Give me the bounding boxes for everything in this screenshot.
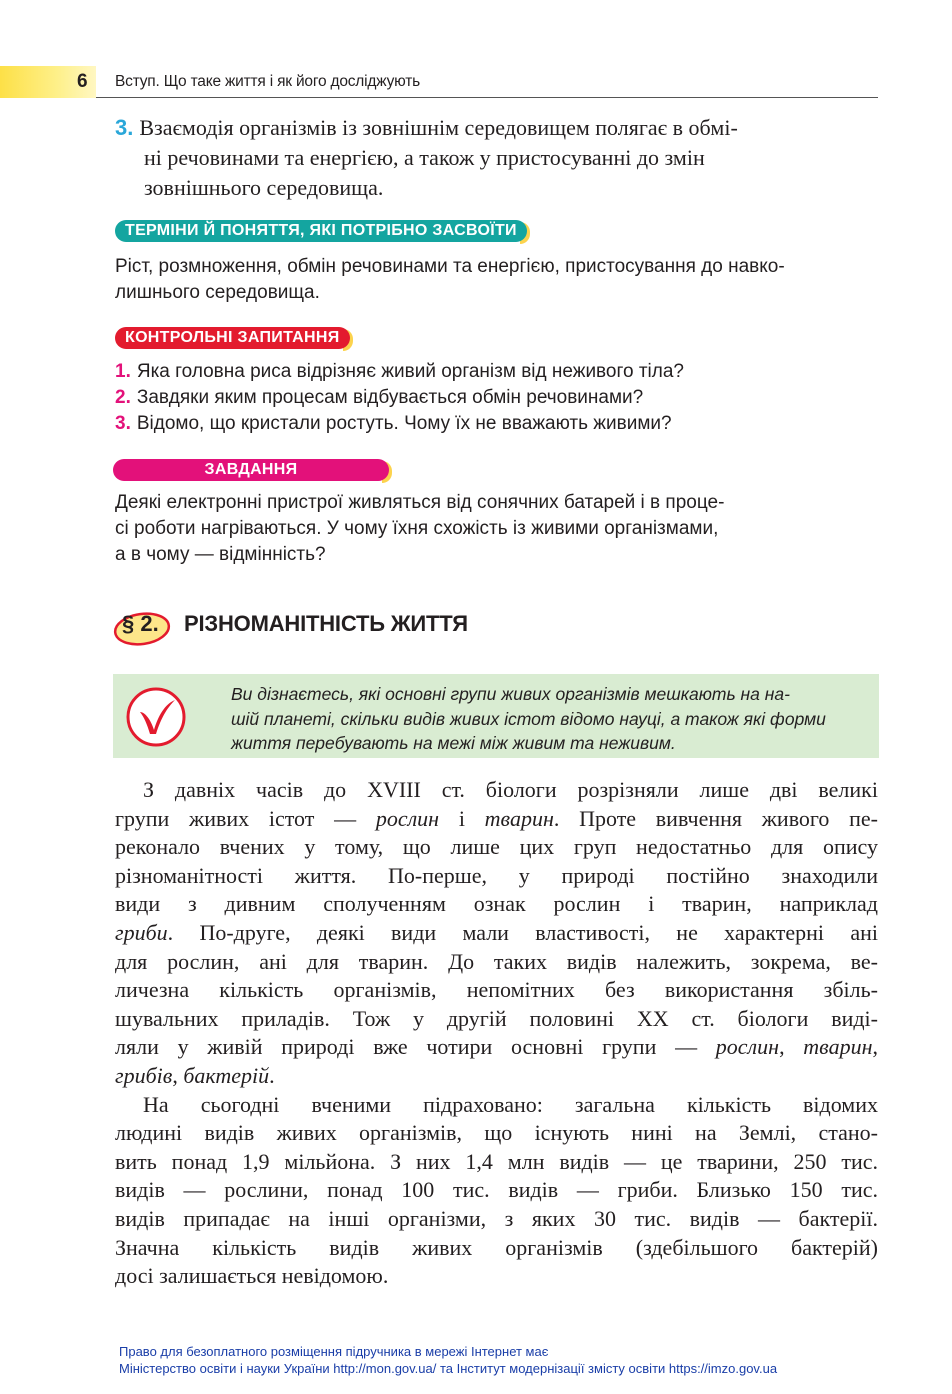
section-number: § 2. (122, 611, 159, 636)
main-line: видів припадає на інші організми, з яких 30 тис. видів — бактерії. (115, 1205, 878, 1231)
questions-heading-badge: КОНТРОЛЬНІ ЗАПИТАННЯ (115, 327, 350, 349)
questions-list (115, 359, 878, 437)
main-line: вить понад 1,9 мільйона. З них 1,4 млн видів — це тварини, 250 тис. (115, 1148, 878, 1174)
task-line: а в чому — відмінність? (115, 544, 326, 565)
footer-line: Міністерство освіти і науки України http://mon.gov.ua/ та Інститут модернізації змісту освіти https://imzo.gov.ua (119, 1361, 778, 1376)
point-3-line: Взаємодія організмів із зовнішнім середовищем полягає в обмі- (139, 115, 738, 140)
main-line: для рослин, ані для тварин. До таких видів належить, зокрема, ве- (115, 948, 878, 974)
intro-line: шій планеті, скільки видів живих істот відомо науці, а також які форми (231, 708, 826, 729)
intro-line: Ви дізнаєтесь, які основні групи живих організмів мешкають на на- (231, 684, 790, 704)
task-line: сі роботи нагріваються. У чому їхня схожість із живими організмами, (115, 518, 719, 539)
main-line: Значна кількість видів живих організмів (здебільшого бактерій) (115, 1234, 878, 1260)
question-item (115, 385, 878, 411)
main-line: личезна кількість організмів, непомітних без використання збіль- (115, 977, 878, 1003)
point-3-line: ні речовинами та енергією, а також у пристосуванні до змін (144, 145, 705, 170)
intro-line: життя перебувають на межі між живим та неживим. (231, 733, 676, 753)
section-title: РІЗНОМАНІТНІСТЬ ЖИТТЯ (184, 611, 468, 636)
main-line: людині видів живих організмів, що існують нині на Землі, стано- (115, 1120, 878, 1146)
question-item (115, 359, 878, 385)
task-line: Деякі електронні пристрої живляться від сонячних батарей і в проце- (115, 492, 725, 513)
main-line: грибів, бактерій. (115, 1062, 275, 1088)
terms-line: лишнього середовища. (115, 282, 320, 303)
main-line: гриби. По-друге, деякі види мали властивості, не характерні ані (115, 919, 878, 945)
main-line: З давніх часів до XVIII ст. біологи розрізняли лише дві великі (143, 777, 878, 802)
main-text (115, 776, 878, 1291)
footer-line: Право для безоплатного розміщення підручника в мережі Інтернет має (119, 1344, 549, 1359)
main-line: На сьогодні вченими підраховано: загальна кількість відомих (143, 1091, 878, 1117)
checkmark-circle-icon (125, 686, 187, 748)
question-number: 1. (115, 361, 131, 382)
terms-heading-badge: ТЕРМІНИ Й ПОНЯТТЯ, ЯКІ ПОТРІБНО ЗАСВОЇТИ (115, 220, 527, 242)
main-line: різноманітності життя. По-перше, у природі постійно знаходили (115, 862, 878, 888)
main-line: реконало вчених у тому, що лише цих груп недостатньо для опису (115, 834, 878, 860)
terms-text (115, 254, 878, 306)
question-item (115, 411, 878, 437)
main-line: види з дивним сполученням ознак рослин і тварин, наприклад (115, 891, 878, 917)
task-text (115, 490, 878, 568)
question-text: Завдяки яким процесам відбувається обмін речовинами? (136, 387, 644, 408)
point-3-number: 3. (115, 115, 134, 140)
page-number: 6 (77, 71, 88, 92)
main-line: шувальних приладів. Тож у другій половині XX ст. біологи виді- (115, 1005, 878, 1031)
main-line: видів — рослини, понад 100 тис. видів — гриби. Близько 150 тис. (115, 1177, 878, 1203)
intro-text (231, 682, 859, 756)
header-divider (96, 97, 878, 98)
point-3-line: зовнішнього середовища. (144, 175, 384, 200)
footer-notice (119, 1343, 777, 1377)
terms-line: Ріст, розмноження, обмін речовинами та енергією, пристосування до навко- (115, 256, 785, 277)
running-title: Вступ. Що таке життя і як його досліджують (115, 73, 420, 90)
main-line: досі залишається невідомою. (115, 1263, 389, 1289)
question-number: 3. (115, 413, 131, 434)
task-heading-badge: ЗАВДАННЯ (113, 459, 389, 481)
main-line: ляли у живій природі вже чотири основні групи — рослин, тварин, (115, 1034, 878, 1060)
question-number: 2. (115, 387, 131, 408)
point-3-paragraph (115, 113, 878, 203)
main-line: групи живих істот — рослин і тварин. Проте вивчення живого пе- (115, 805, 878, 831)
question-text: Яка головна риса відрізняє живий організм від неживого тіла? (136, 361, 684, 382)
question-text: Відомо, що кристали ростуть. Чому їх не вважають живими? (136, 413, 672, 434)
